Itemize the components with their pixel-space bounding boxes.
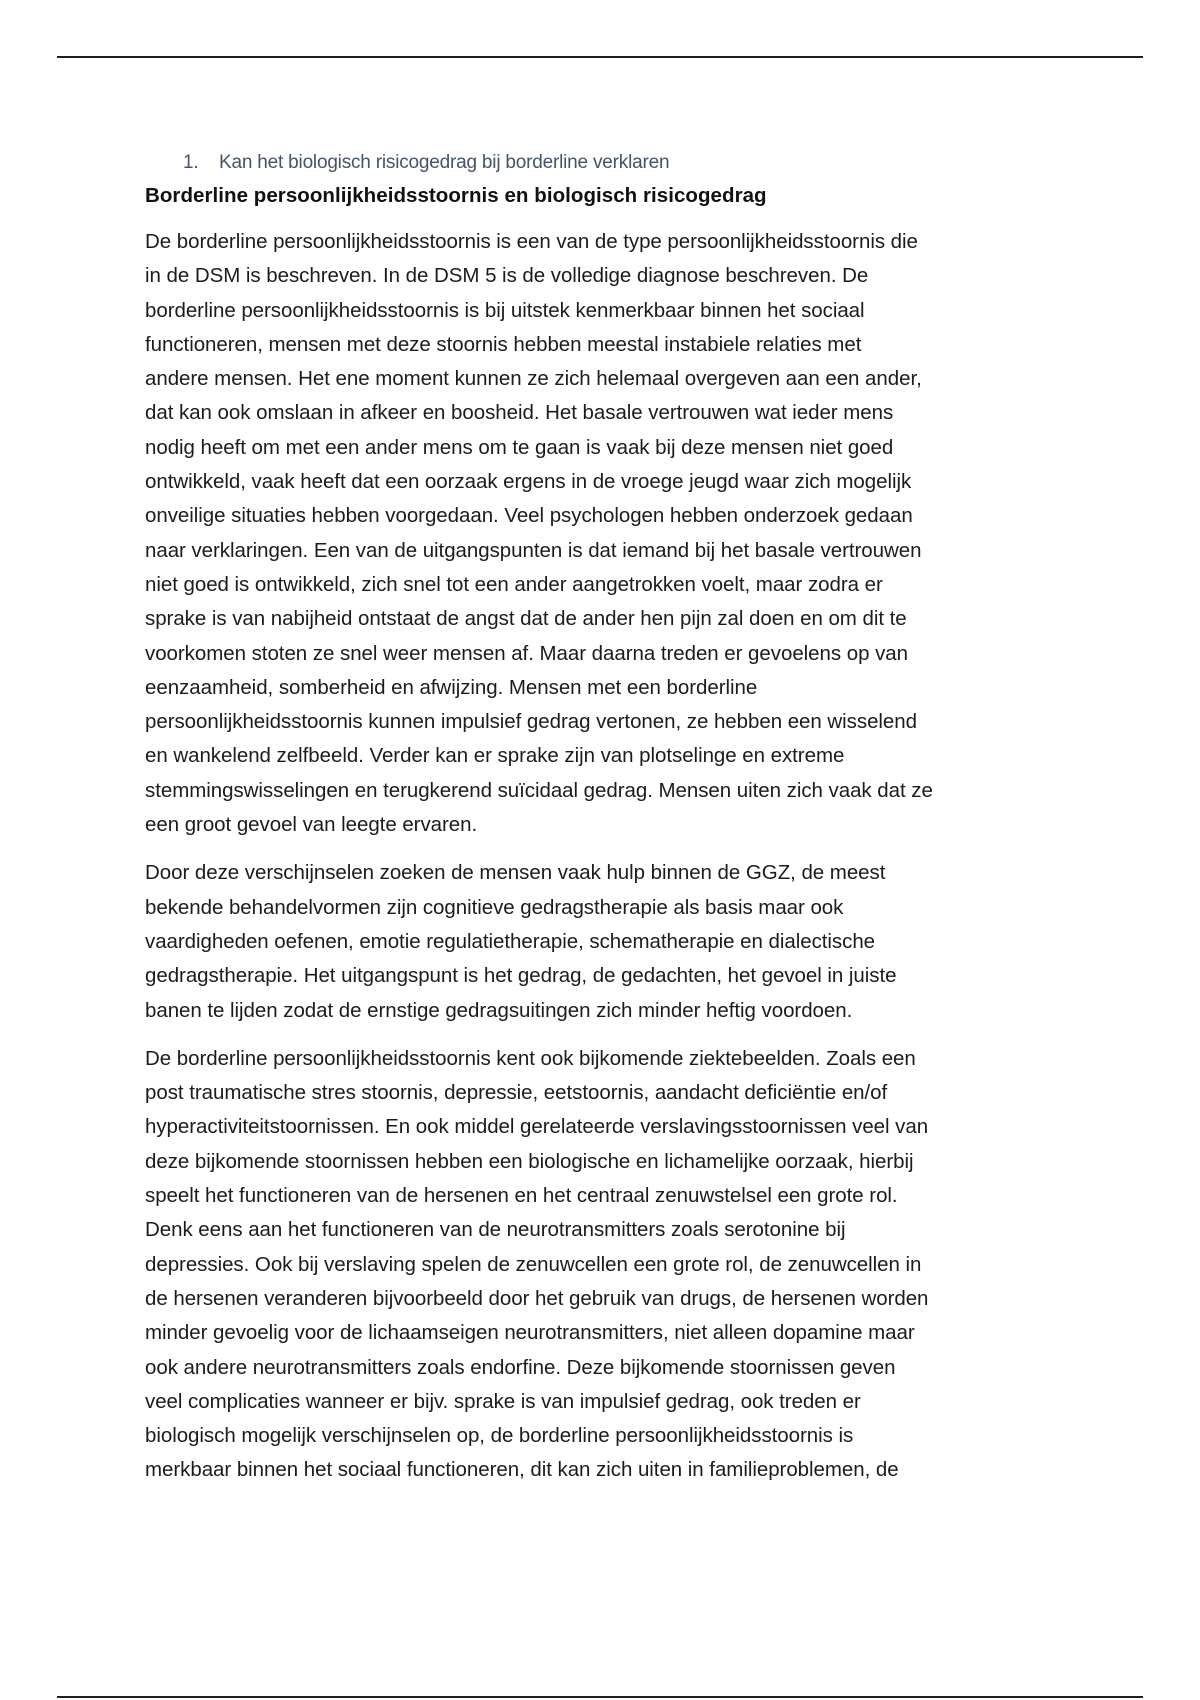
paragraph-line: en wankelend zelfbeeld. Verder kan er sprake zijn van plotselinge en extreme xyxy=(145,744,845,768)
list-heading-text: Kan het biologisch risicogedrag bij borderline verklaren xyxy=(219,152,670,173)
paragraph-line: vaardigheden oefenen, emotie regulatietherapie, schematherapie en dialectische xyxy=(145,929,876,953)
paragraph-line: functioneren, mensen met deze stoornis hebben meestal instabiele relaties met xyxy=(145,332,862,356)
paragraph-line: speelt het functioneren van de hersenen en het centraal zenuwstelsel een grote rol. xyxy=(145,1184,898,1208)
paragraph-line: dat kan ook omslaan in afkeer en boosheid. Het basale vertrouwen wat ieder mens xyxy=(145,401,894,425)
paragraph-line: De borderline persoonlijkheidsstoornis kent ook bijkomende ziektebeelden. Zoals een xyxy=(145,1046,916,1070)
paragraph-line: borderline persoonlijkheidsstoornis is bij uitstek kenmerkbaar binnen het sociaal xyxy=(145,298,865,322)
section-title: Borderline persoonlijkheidsstoornis en biologisch risicogedrag xyxy=(145,184,767,207)
paragraph-line: niet goed is ontwikkeld, zich snel tot een ander aangetrokken voelt, maar zodra er xyxy=(145,572,883,596)
paragraph-line: ook andere neurotransmitters zoals endorfine. Deze bijkomende stoornissen geven xyxy=(145,1355,896,1379)
list-heading xyxy=(183,150,1050,176)
paragraph-line: andere mensen. Het ene moment kunnen ze zich helemaal overgeven aan een ander, xyxy=(145,367,922,391)
document-body xyxy=(145,150,1050,1488)
paragraph-line: nodig heeft om met een ander mens om te gaan is vaak bij deze mensen niet goed xyxy=(145,435,894,459)
paragraph-line: banen te lijden zodat de ernstige gedragsuitingen zich minder heftig voordoen. xyxy=(145,998,853,1022)
paragraph-line: ontwikkeld, vaak heeft dat een oorzaak ergens in de vroege jeugd waar zich mogelijk xyxy=(145,470,912,494)
paragraph-line: merkbaar binnen het sociaal functioneren, dit kan zich uiten in familieproblemen, de xyxy=(145,1458,899,1482)
paragraph-line: minder gevoelig voor de lichaamseigen neurotransmitters, niet alleen dopamine maar xyxy=(145,1321,915,1345)
header-rule xyxy=(57,56,1143,58)
paragraph-line: de hersenen veranderen bijvoorbeeld door het gebruik van drugs, de hersenen worden xyxy=(145,1286,929,1310)
paragraph-line: naar verklaringen. Een van de uitgangspunten is dat iemand bij het basale vertrouwen xyxy=(145,538,922,562)
paragraph-line: biologisch mogelijk verschijnselen op, de borderline persoonlijkheidsstoornis is xyxy=(145,1424,854,1448)
list-number: 1. xyxy=(183,152,199,173)
paragraph-2 xyxy=(145,856,1050,1027)
paragraph-line: deze bijkomende stoornissen hebben een biologische en lichamelijke oorzaak, hierbij xyxy=(145,1149,914,1173)
footer-rule xyxy=(57,1696,1143,1698)
paragraph-line: gedragstherapie. Het uitgangspunt is het gedrag, de gedachten, het gevoel in juiste xyxy=(145,964,897,988)
paragraph-line: onveilige situaties hebben voorgedaan. Veel psychologen hebben onderzoek gedaan xyxy=(145,504,913,528)
paragraph-line: De borderline persoonlijkheidsstoornis is een van de type persoonlijkheidsstoornis die xyxy=(145,230,918,253)
paragraph-line: een groot gevoel van leegte ervaren. xyxy=(145,813,478,837)
paragraph-line: sprake is van nabijheid ontstaat de angst dat de ander hen pijn zal doen en om dit te xyxy=(145,607,907,631)
paragraph-line: eenzaamheid, somberheid en afwijzing. Mensen met een borderline xyxy=(145,675,758,699)
paragraph-line: hyperactiviteitstoornissen. En ook middel gerelateerde verslavingsstoornissen veel van xyxy=(145,1115,929,1139)
paragraph-1 xyxy=(145,225,1050,842)
paragraph-line: in de DSM is beschreven. In de DSM 5 is de volledige diagnose beschreven. De xyxy=(145,264,869,288)
paragraph-line: veel complicaties wanneer er bijv. sprake is van impulsief gedrag, ook treden er xyxy=(145,1389,861,1413)
paragraph-3 xyxy=(145,1042,1050,1488)
paragraph-line: stemmingswisselingen en terugkerend suïcidaal gedrag. Mensen uiten zich vaak dat ze xyxy=(145,778,933,802)
paragraph-line: depressies. Ook bij verslaving spelen de zenuwcellen een grote rol, de zenuwcellen in xyxy=(145,1252,922,1276)
paragraph-line: bekende behandelvormen zijn cognitieve gedragstherapie als basis maar ook xyxy=(145,895,844,919)
paragraph-line: post traumatische stres stoornis, depressie, eetstoornis, aandacht deficiëntie en/of xyxy=(145,1081,888,1105)
paragraph-line: voorkomen stoten ze snel weer mensen af. Maar daarna treden er gevoelens op van xyxy=(145,641,908,665)
paragraph-line: persoonlijkheidsstoornis kunnen impulsief gedrag vertonen, ze hebben een wisselend xyxy=(145,710,917,734)
paragraph-line: Denk eens aan het functioneren van de neurotransmitters zoals serotonine bij xyxy=(145,1218,846,1242)
paragraph-line: Door deze verschijnselen zoeken de mensen vaak hulp binnen de GGZ, de meest xyxy=(145,861,886,885)
